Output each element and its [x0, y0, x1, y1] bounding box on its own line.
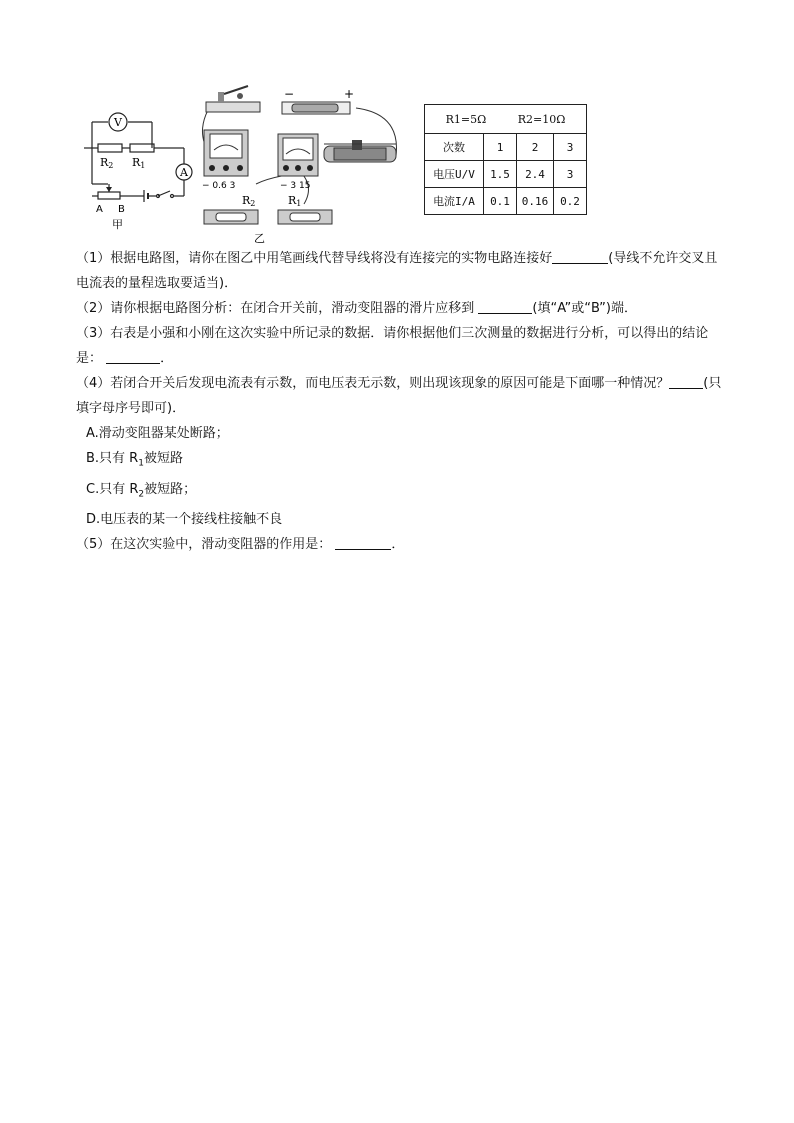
question-3	[76, 321, 726, 371]
battery-minus: −	[284, 87, 295, 101]
option-b: B.只有 $R_1$被短路	[86, 451, 183, 469]
table-cell: 3	[554, 134, 587, 161]
table-row	[425, 188, 587, 215]
row-label: 电压U/V	[425, 161, 484, 188]
question-4-text: （4）若闭合开关后发现电流表有示数，而电压表无示数，则出现该现象的原因可能是下面哪一种情况？	[76, 376, 670, 391]
rheostat-device	[324, 140, 396, 162]
resistor-r1	[278, 194, 332, 224]
question-5	[76, 532, 726, 557]
question-4-note: (只填字母序号即可)．	[76, 376, 722, 416]
question-2	[76, 296, 726, 321]
question-4	[76, 371, 726, 421]
question-3-text: （3）右表是小强和小刚在这次实验中所记录的数据．请你根据他们三次测量的数据进行分析，可以得出的结论是：	[76, 326, 709, 366]
question-1	[76, 246, 726, 296]
table-cell: 0.16	[517, 188, 554, 215]
answer-blank-2[interactable]	[478, 299, 532, 314]
question-list	[76, 246, 726, 557]
circuit-r2-label: R2	[100, 156, 114, 170]
voltmeter-label: V	[114, 116, 122, 129]
question-2-text: （2）请你根据电路图分析：在闭合开关前，滑动变阻器的滑片应移到	[76, 301, 479, 316]
question-5-end: ．	[391, 537, 405, 553]
header-r2: R2=10Ω	[517, 112, 566, 126]
table-cell: 3	[554, 161, 587, 188]
answer-blank-4[interactable]	[669, 374, 703, 389]
apparatus-r2-label: R2	[242, 194, 256, 208]
figure-yi-caption: 乙	[254, 232, 265, 244]
question-5-text: （5）在这次实验中，滑动变阻器的作用是：	[76, 537, 332, 553]
option-a: A.滑动变阻器某处断路；	[86, 426, 229, 441]
option-d: D.电压表的某一个接线柱接触不良	[86, 512, 283, 528]
circuit-r1-label: R1	[132, 156, 146, 170]
question-1-text: （1）根据电路图，请你在图乙中用笔画线代替导线将没有连接完的实物电路连接好	[76, 251, 553, 266]
resistor-r2	[204, 194, 258, 224]
ammeter-device	[202, 130, 248, 191]
voltmeter-device	[278, 134, 318, 191]
table-cell: 1.5	[484, 161, 517, 188]
rheostat-end-b: B	[118, 204, 125, 215]
row-label: 次数	[425, 134, 484, 161]
data-table	[424, 104, 587, 215]
table-cell: 1	[484, 134, 517, 161]
table-cell: 2.4	[517, 161, 554, 188]
table-row	[425, 134, 587, 161]
figure-area	[0, 0, 794, 245]
apparatus-diagram	[196, 84, 411, 244]
battery	[282, 87, 354, 114]
question-2-note: (填“A”或“B”)端．	[532, 301, 637, 316]
ammeter-scale: − 0.6 3	[202, 181, 236, 191]
table-cell: 0.2	[554, 188, 587, 215]
table-header	[425, 105, 587, 134]
table-cell: 0.1	[484, 188, 517, 215]
answer-blank-5[interactable]	[335, 535, 391, 550]
question-1-note: (导线不允许交叉且电流表的量程选取要适当)．	[76, 251, 718, 291]
switch	[206, 86, 260, 112]
figure-jia-caption: 甲	[112, 218, 123, 230]
ammeter-label: A	[180, 166, 188, 179]
rheostat-end-a: A	[96, 204, 103, 215]
voltmeter-scale: − 3 15	[280, 181, 311, 191]
question-3-end: ．	[160, 351, 174, 366]
table-row	[425, 161, 587, 188]
answer-blank-3[interactable]	[106, 349, 160, 364]
row-label: 电流I/A	[425, 188, 484, 215]
circuit-diagram	[84, 108, 199, 230]
answer-blank-1[interactable]	[552, 249, 608, 264]
option-c: C.只有 $R_2$被短路；	[86, 481, 197, 500]
header-r1: R1=5Ω	[445, 112, 487, 126]
table-cell: 2	[517, 134, 554, 161]
apparatus-r1-label: R1	[288, 194, 302, 208]
table-header-row	[425, 105, 587, 134]
battery-plus: +	[344, 87, 355, 101]
